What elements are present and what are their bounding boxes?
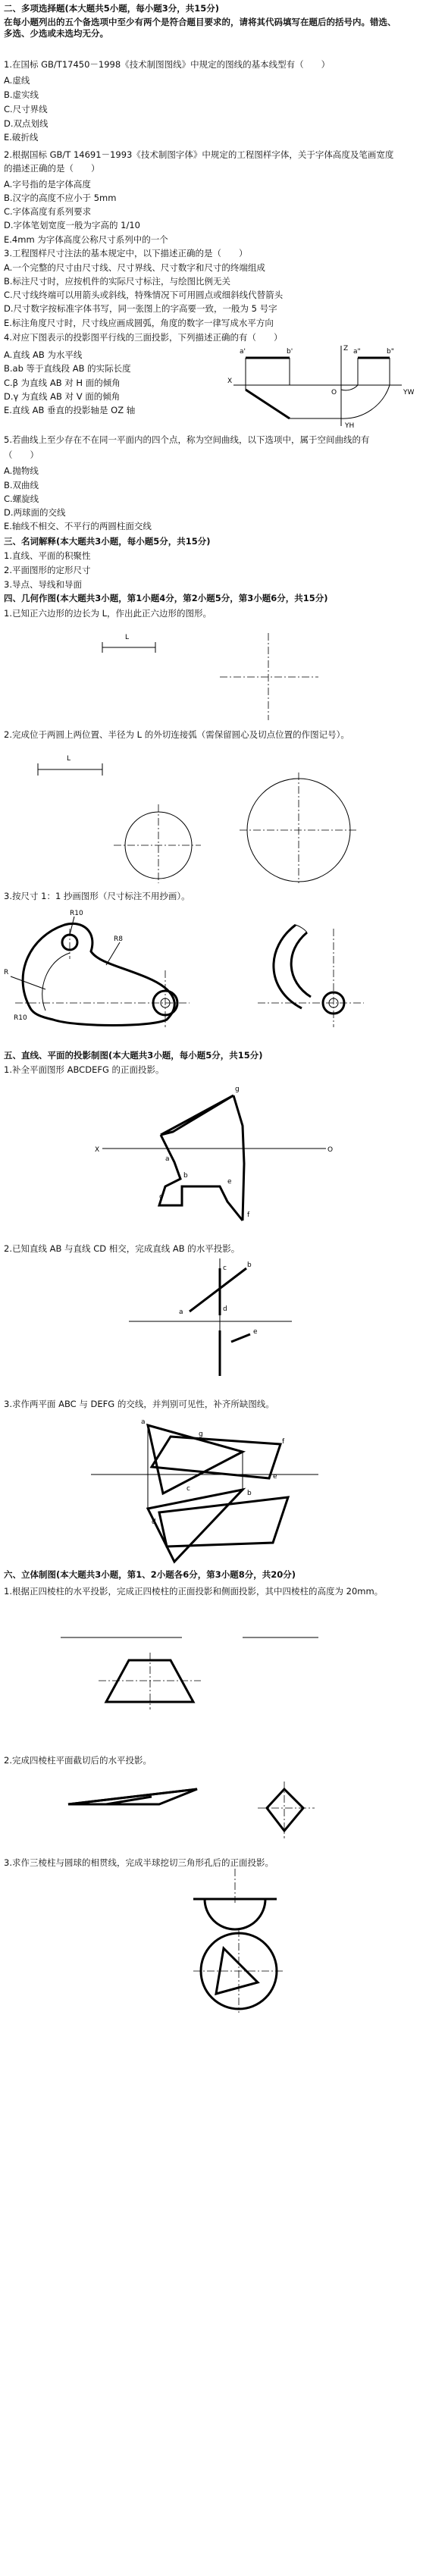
label-b-prime: b' <box>287 348 293 356</box>
copy-drawing-figure <box>0 906 423 1031</box>
section-4-title: 四、几何作图(本大题共3小题，第1小题4分，第2小题5分，第3小题6分，共15分) <box>4 593 328 603</box>
q2-3-opt-c: C.尺寸线终端可以用箭头或斜线，特殊情况下可用圆点或细斜线代替箭头 <box>4 290 284 300</box>
q2-3-opt-e: E.标注角度尺寸时，尺寸线应画成圆弧，角度的数字一律写成水平方向 <box>4 318 274 328</box>
q2-5-opt-e: E.轴线不相交、不平行的两圆柱面交线 <box>4 521 152 531</box>
s3-item-3: 3.导点、导线和导面 <box>4 579 82 590</box>
q2-2-opt-e: E.4mm 为字体高度公称尺寸系列中的一个 <box>4 234 168 245</box>
q2-1-opt-b: B.虚实线 <box>4 89 39 100</box>
section-2-title: 二、多项选择题(本大题共5小题，每小题3分，共15分) <box>4 3 220 14</box>
label-b-q53: b <box>247 1490 252 1497</box>
s4-q2: 2.完成位于两圆上两位置、半径为 L 的外切连接弧（需保留圆心及切点位置的作图记号）。 <box>4 729 349 740</box>
label-e-q51: e <box>227 1178 232 1186</box>
s5-q1: 1.补全平面图形 ABCDEFG 的正面投影。 <box>4 1064 164 1075</box>
dim-r10-bottom: R10 <box>14 1014 27 1022</box>
q2-4-opt-c: C.β 为直线 AB 对 H 面的倾角 <box>4 378 121 388</box>
q2-5-opt-c: C.螺旋线 <box>4 494 39 504</box>
hemisphere-figure <box>0 1869 423 2013</box>
dim-r8: R8 <box>114 935 123 943</box>
q2-4-opt-a: A.直线 AB 为水平线 <box>4 349 83 360</box>
label-g-q51: g <box>235 1086 240 1093</box>
plane-abcdefg-figure <box>0 1073 423 1236</box>
label-a-dprime: a" <box>353 348 361 356</box>
s6-q3: 3.求作三棱柱与圆球的相贯线，完成半球挖切三角形孔后的正面投影。 <box>4 1857 274 1868</box>
label-yw: YW <box>403 389 415 396</box>
dim-r10-top: R10 <box>70 910 83 917</box>
q2-4-opt-d: D.γ 为直线 AB 对 V 面的倾角 <box>4 391 121 402</box>
prism-task-figure <box>0 1619 423 1751</box>
section-6-title: 六、立体制图(本大题共3小题，第1、2小题各6分，第3小题8分，共20分) <box>4 1569 296 1580</box>
q2-2-opt-b: B.汉字的高度不应小于 5mm <box>4 193 117 203</box>
planes-intersection-figure <box>0 1410 423 1565</box>
label-c-q53: c <box>186 1485 190 1493</box>
label-z: Z <box>343 345 349 353</box>
q2-3-opt-d: D.尺寸数字按标准字体书写，同一张图上的字高要一致，一般为 5 号字 <box>4 303 277 314</box>
q2-5-opt-a: A.抛物线 <box>4 465 39 476</box>
label-o: O <box>331 389 337 396</box>
label-a-prime: a' <box>240 348 246 356</box>
label-e-q52: e <box>253 1328 258 1336</box>
dim-r: R <box>4 969 9 976</box>
q2-4-opt-e: E.直线 AB 垂直的投影轴是 OZ 轴 <box>4 405 136 415</box>
q2-5-opt-b: B.双曲线 <box>4 480 39 490</box>
label-x: X <box>227 378 233 385</box>
truncated-prism-figure <box>0 1766 423 1850</box>
label-c-q52: c <box>223 1264 227 1272</box>
q2-3-opt-a: A.一个完整的尺寸由尺寸线、尺寸界线、尺寸数字和尺寸的终端组成 <box>4 262 265 273</box>
s6-q1: 1.根据正四棱柱的水平投影，完成正四棱柱的正面投影和侧面投影，其中四棱柱的高度为 20mm。 <box>4 1586 384 1597</box>
q2-2-opt-d: D.字体笔划宽度一般为字高的 1/10 <box>4 220 140 230</box>
s5-q3: 3.求作两平面 ABC 与 DEFG 的交线，并判别可见性，补齐所缺图线。 <box>4 1399 274 1409</box>
label-b-q51: b <box>183 1172 188 1180</box>
section-3-title: 三、名词解释(本大题共3小题，每小题5分，共15分) <box>4 536 211 547</box>
s4-q1: 1.已知正六边形的边长为 L，作出此正六边形的图形。 <box>4 608 212 619</box>
section-5-title: 五、直线、平面的投影制图(本大题共3小题，每小题5分，共15分) <box>4 1050 263 1061</box>
q2-4-stem: 4.对应下图表示的投影图平行线的三面投影，下列描述正确的有（ ） <box>4 332 283 343</box>
s4-q3: 3.按尺寸 1：1 抄画图形（尺寸标注不用抄画）。 <box>4 891 190 901</box>
q2-1-opt-c: C.尺寸界线 <box>4 104 48 114</box>
s6-q2: 2.完成四棱柱平面截切后的水平投影。 <box>4 1755 152 1766</box>
label-a-q53: a <box>141 1418 146 1426</box>
s3-item-1: 1.直线、平面的积聚性 <box>4 550 91 561</box>
label-d-q52: d <box>223 1305 227 1313</box>
tangent-arc-task-figure <box>0 739 423 883</box>
label-g-q53: g <box>199 1431 203 1438</box>
hexagon-task-figure <box>0 618 423 724</box>
dim-l-arc: L <box>67 755 71 763</box>
q2-5-stem: 5.若曲线上至少存在不在同一平面内的四个点，称为空间曲线，以下选项中，属于空间曲线的有（ ） <box>4 434 370 460</box>
label-x-q51: X <box>95 1146 100 1154</box>
lines-ab-cd-figure <box>0 1255 423 1380</box>
label-c-q51: c <box>159 1193 163 1201</box>
label-e-q53: e <box>273 1473 277 1481</box>
label-o-q51: O <box>327 1146 334 1154</box>
q2-1-opt-a: A.虚线 <box>4 75 30 86</box>
label-a-q51: a <box>165 1155 170 1163</box>
dim-l-hex: L <box>125 634 130 641</box>
q2-5-opt-d: D.两球面的交线 <box>4 507 66 518</box>
q2-1-opt-e: E.破折线 <box>4 132 39 143</box>
projection-figure-q4 <box>227 343 417 430</box>
s5-q2: 2.已知直线 AB 与直线 CD 相交，完成直线 AB 的水平投影。 <box>4 1243 240 1254</box>
section-2-intro: 在每小题列出的五个备选项中至少有两个是符合题目要求的，请将其代码填写在题后的括号内。错选、多选、少选或未选均无分。 <box>4 17 396 39</box>
q2-3-stem: 3.工程图样尺寸注法的基本规定中，以下描述正确的是（ ） <box>4 248 248 259</box>
q2-2-opt-c: C.字体高度有系列要求 <box>4 206 92 217</box>
q2-1-opt-d: D.双点划线 <box>4 118 49 129</box>
label-yh: YH <box>345 422 355 430</box>
label-a-q52: a <box>179 1308 183 1316</box>
label-f-q51: f <box>247 1211 250 1219</box>
label-b-dprime: b" <box>387 348 394 356</box>
label-f-q53: f <box>282 1438 285 1446</box>
s3-item-2: 2.平面图形的定形尺寸 <box>4 565 91 575</box>
q2-3-opt-b: B.标注尺寸时，应按机件的实际尺寸标注，与绘图比例无关 <box>4 276 231 287</box>
q2-2-stem: 2.根据国标 GB/T 14691－1993《技术制图字体》中规定的工程图样字体，关于字体高度及笔画宽度的描述正确的是（ ） <box>4 149 394 174</box>
q2-4-opt-b: B.ab 等于直线段 AB 的实际长度 <box>4 363 131 374</box>
q2-2-opt-a: A.字号指的是字体高度 <box>4 179 91 190</box>
label-d-q53: d <box>152 1518 156 1526</box>
label-b-q52: b <box>247 1261 252 1269</box>
q2-1-stem: 1.在国标 GB/T17450－1998《技术制图图线》中规定的图线的基本线型有（ ） <box>4 59 331 70</box>
